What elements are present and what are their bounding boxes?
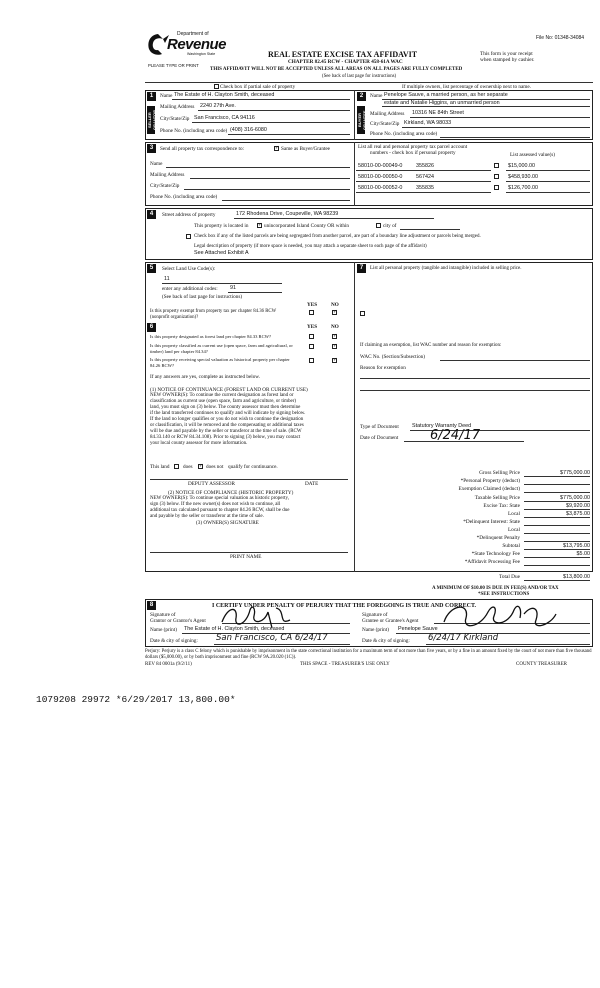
form-subtitle: CHAPTER 82.45 RCW - CHAPTER 458-61A WAC — [288, 59, 403, 65]
personal-property-checkbox[interactable] — [494, 174, 499, 179]
grantor-name-field[interactable]: The Estate of H. Clayton Smith, deceased — [184, 626, 285, 632]
buyer-city-field[interactable]: Kirkland, WA 98033 — [404, 120, 452, 126]
property-street-field[interactable]: 172 Rhodena Drive, Coupeville, WA 98239 — [236, 211, 339, 217]
parcel-extra: 355826 — [416, 163, 434, 169]
parcel-extra: 355835 — [416, 185, 434, 191]
partial-sale-checkbox[interactable] — [214, 84, 219, 89]
form-title: REAL ESTATE EXCISE TAX AFFIDAVIT — [268, 50, 418, 59]
please-type-note: PLEASE TYPE OR PRINT — [148, 63, 199, 68]
perjury-notice: Perjury: Perjury is a class C felony which is punishable by imprisonment in the state correctional institution for a maximum term of not more than five years, or by a fine in an amount fixed by the court of not more than five thousand dollars ($5,000.00), or by both imprisonment and fine (RCW 9A.20.020 (1C)). — [145, 649, 592, 660]
buyer-name-field-1[interactable]: Penelope Sauve, a married person, as her separate — [384, 92, 508, 98]
section-3-badge: 3 — [147, 144, 156, 153]
treasurer-receipt-stamp: 1079208 29972 *6/29/2017 13,800.00* — [36, 694, 236, 705]
current-use-yes-checkbox[interactable] — [309, 344, 314, 349]
send-tax-correspondence-label: Send all property tax correspondence to: — [160, 146, 244, 152]
seller-mailing-field[interactable]: 2240 27th Ave. — [200, 103, 236, 109]
additional-codes-field[interactable]: 91 — [230, 285, 236, 291]
partial-sale-label: Check box if partial sale of property — [220, 84, 296, 90]
gross-selling-price[interactable]: $775,000.00 — [560, 470, 590, 476]
grantor-date-city-field[interactable]: San Francisco, CA 6/24/17 — [216, 633, 328, 643]
file-number: File No: 01348-34084 — [536, 35, 585, 41]
excise-tax-state[interactable]: $9,920.00 — [566, 503, 590, 509]
section-8-badge: 8 — [147, 601, 156, 610]
does-qualify-checkbox[interactable] — [174, 464, 179, 469]
forest-yes-checkbox[interactable] — [309, 334, 314, 339]
claim-exemption-checkbox[interactable] — [360, 311, 365, 316]
segregated-parcel-checkbox[interactable] — [186, 234, 191, 239]
grantee-date-city-field[interactable]: 6/24/17 Kirkland — [428, 633, 499, 643]
section-2-badge: 2 — [357, 92, 366, 101]
subtotal[interactable]: $13,795.00 — [563, 543, 590, 549]
section-1-badge: 1 — [147, 92, 156, 101]
section-4-badge: 4 — [147, 210, 156, 219]
parcel-value[interactable]: $126,700.00 — [508, 185, 538, 191]
parcel-extra: 567424 — [416, 174, 434, 180]
seller-phone-field[interactable]: (408) 316-6080 — [230, 127, 267, 133]
grantee-name-field[interactable]: Penelope Sauve — [398, 626, 438, 632]
grantee-signature-icon — [440, 600, 560, 634]
forest-no-checkbox[interactable]: ✓ — [333, 334, 338, 339]
document-type-field[interactable]: Statutory Warranty Deed — [412, 423, 472, 429]
excise-tax-local[interactable]: $3,875.00 — [566, 511, 590, 517]
dor-logo: Department of Revenue Washington State — [145, 30, 235, 60]
seller-city-field[interactable]: San Francisco, CA 94116 — [194, 115, 255, 121]
land-use-code-field[interactable]: 11 — [164, 276, 170, 282]
perjury-certification: I CERTIFY UNDER PENALTY OF PERJURY THAT THE FOREGOING IS TRUE AND CORRECT. — [212, 603, 477, 609]
unincorporated-checkbox[interactable]: ✓ — [258, 223, 263, 228]
form-revision: REV 84 0001a (9/2/11) — [145, 662, 192, 667]
seller-name-field[interactable]: The Estate of H. Clayton Smith, deceased — [174, 92, 275, 98]
personal-property-checkbox[interactable] — [494, 163, 499, 168]
parcel-number[interactable]: 58010-00-00049-0 — [358, 163, 403, 169]
same-as-buyer-checkbox[interactable]: ✓ — [275, 146, 280, 151]
historic-no-checkbox[interactable]: ✓ — [333, 358, 338, 363]
completion-warning: THIS AFFIDAVIT WILL NOT BE ACCEPTED UNLESS ALL AREAS ON ALL PAGES ARE FULLY COMPLETED — [210, 67, 463, 72]
section-6-badge: 7 — [357, 264, 366, 273]
historic-yes-checkbox[interactable] — [309, 358, 314, 363]
parcel-number[interactable]: 58010-00-00052-0 — [358, 185, 403, 191]
parcel-value[interactable]: $15,000.00 — [508, 163, 535, 169]
legal-description-field[interactable]: See Attached Exhibit A — [194, 250, 249, 256]
total-due[interactable]: $13,800.00 — [563, 574, 590, 580]
parcel-number[interactable]: 58010-00-00050-0 — [358, 174, 403, 180]
multiple-owners-note: If multiple owners, list percentage of ownership next to name. — [402, 84, 531, 90]
buyer-tag: BUYER GRANTEE — [357, 106, 365, 134]
city-checkbox[interactable] — [376, 223, 381, 228]
seller-tag: SELLER GRANTOR — [147, 106, 155, 134]
buyer-mailing-field[interactable]: 10316 NE 84th Street — [412, 110, 464, 116]
document-date-field[interactable]: 6/24/17 — [430, 428, 481, 443]
exempt-yes-checkbox[interactable] — [309, 310, 314, 315]
minimum-fee-note: A MINIMUM OF $10.00 IS DUE IN FEE(S) AND/OR TAX — [432, 586, 559, 591]
parcel-value[interactable]: $458,930.00 — [508, 174, 538, 180]
personal-property-checkbox[interactable] — [494, 185, 499, 190]
does-not-qualify-checkbox[interactable]: ✓ — [199, 464, 204, 469]
exempt-no-checkbox[interactable]: ✓ — [333, 310, 338, 315]
buyer-name-field-2[interactable]: estate and Natalie Higgins, an unmarried person — [384, 99, 500, 106]
section-5-badge: 5 — [147, 264, 156, 273]
state-technology-fee[interactable]: $5.00 — [576, 551, 590, 557]
taxable-selling-price[interactable]: $775,000.00 — [560, 495, 590, 501]
section-5b-badge: 6 — [147, 323, 156, 332]
current-use-no-checkbox[interactable]: ✓ — [333, 344, 338, 349]
